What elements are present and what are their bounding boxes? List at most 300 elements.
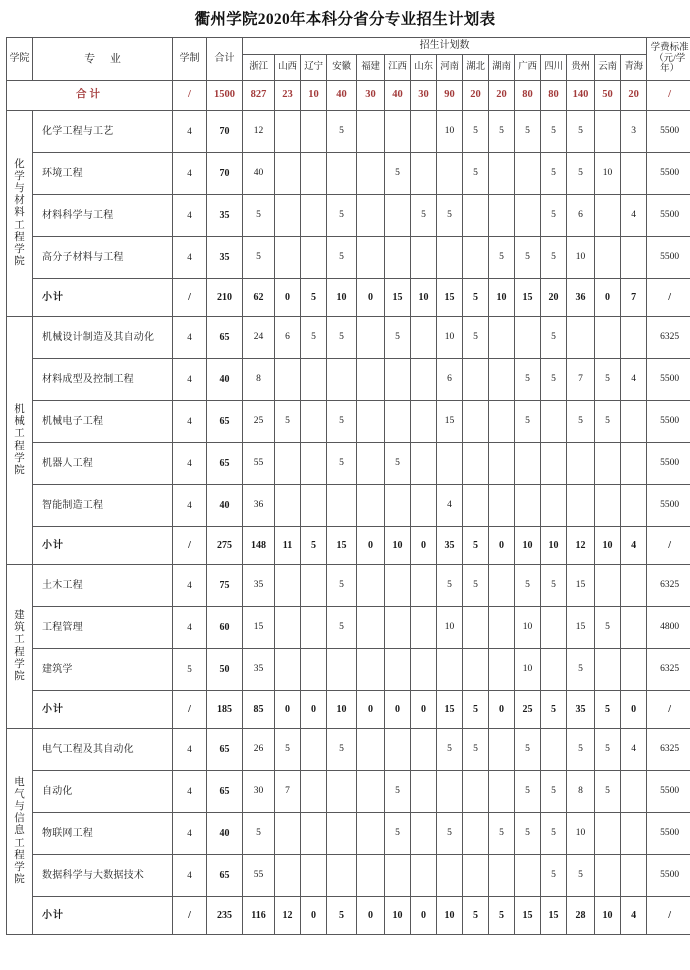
major-total: 70 xyxy=(207,111,243,153)
major-province-6 xyxy=(411,237,437,279)
major-province-12 xyxy=(567,443,595,485)
college-name-3: 电气与信息工程学院 xyxy=(7,729,33,935)
subtotal-province-5: 10 xyxy=(385,527,411,565)
subtotal-years: / xyxy=(173,527,207,565)
major-province-10: 10 xyxy=(515,607,541,649)
major-province-11: 5 xyxy=(541,153,567,195)
subtotal-fee: / xyxy=(647,279,690,317)
major-fee: 5500 xyxy=(647,771,690,813)
major-province-5: 5 xyxy=(385,317,411,359)
major-province-10 xyxy=(515,153,541,195)
major-province-7 xyxy=(437,855,463,897)
header-province-yunnan: 云南 xyxy=(595,55,621,81)
major-fee: 5500 xyxy=(647,359,690,401)
major-province-5: 5 xyxy=(385,813,411,855)
major-province-0: 5 xyxy=(243,813,275,855)
major-province-7: 6 xyxy=(437,359,463,401)
header-province-hubei: 湖北 xyxy=(463,55,489,81)
subtotal-province-13: 10 xyxy=(595,527,621,565)
table-row xyxy=(7,317,690,359)
major-province-14 xyxy=(621,855,647,897)
major-province-10 xyxy=(515,485,541,527)
major-province-10 xyxy=(515,195,541,237)
major-name: 材料成型及控制工程 xyxy=(33,359,173,401)
major-province-3 xyxy=(327,153,357,195)
subtotal-province-10: 25 xyxy=(515,691,541,729)
major-province-2 xyxy=(301,195,327,237)
grand-total-province-6: 30 xyxy=(411,81,437,111)
major-years: 4 xyxy=(173,813,207,855)
major-province-4 xyxy=(357,443,385,485)
major-province-12 xyxy=(567,485,595,527)
subtotal-province-2: 0 xyxy=(301,691,327,729)
major-province-5 xyxy=(385,729,411,771)
major-province-8: 5 xyxy=(463,317,489,359)
subtotal-province-11: 5 xyxy=(541,691,567,729)
major-province-3: 5 xyxy=(327,565,357,607)
major-province-9 xyxy=(489,771,515,813)
subtotal-province-13: 0 xyxy=(595,279,621,317)
major-province-4 xyxy=(357,485,385,527)
major-name: 机器人工程 xyxy=(33,443,173,485)
subtotal-province-3: 15 xyxy=(327,527,357,565)
major-province-3: 5 xyxy=(327,111,357,153)
major-name: 高分子材料与工程 xyxy=(33,237,173,279)
major-years: 4 xyxy=(173,153,207,195)
major-province-14 xyxy=(621,401,647,443)
major-province-11: 5 xyxy=(541,771,567,813)
subtotal-province-3: 10 xyxy=(327,279,357,317)
table-row xyxy=(7,813,690,855)
table-row xyxy=(7,485,690,527)
major-fee: 5500 xyxy=(647,195,690,237)
major-years: 4 xyxy=(173,359,207,401)
major-province-6: 5 xyxy=(411,195,437,237)
major-province-13 xyxy=(595,195,621,237)
major-province-6 xyxy=(411,813,437,855)
major-province-10 xyxy=(515,317,541,359)
major-province-1 xyxy=(275,649,301,691)
major-province-9 xyxy=(489,649,515,691)
major-province-6 xyxy=(411,111,437,153)
major-province-13: 10 xyxy=(595,153,621,195)
major-province-8: 5 xyxy=(463,565,489,607)
subtotal-province-14: 4 xyxy=(621,897,647,935)
major-province-2 xyxy=(301,359,327,401)
major-province-2: 5 xyxy=(301,317,327,359)
subtotal-total: 185 xyxy=(207,691,243,729)
major-province-8 xyxy=(463,607,489,649)
major-name: 机械设计制造及其自动化 xyxy=(33,317,173,359)
major-total: 65 xyxy=(207,855,243,897)
major-fee: 4800 xyxy=(647,607,690,649)
major-province-2 xyxy=(301,237,327,279)
table-row xyxy=(7,729,690,771)
table-row xyxy=(7,607,690,649)
major-name: 自动化 xyxy=(33,771,173,813)
grand-total-province-12: 140 xyxy=(567,81,595,111)
major-province-0: 12 xyxy=(243,111,275,153)
major-province-9 xyxy=(489,855,515,897)
major-province-12: 10 xyxy=(567,237,595,279)
major-province-4 xyxy=(357,195,385,237)
major-province-3: 5 xyxy=(327,195,357,237)
major-province-11: 5 xyxy=(541,565,567,607)
major-province-7: 15 xyxy=(437,401,463,443)
major-province-7: 10 xyxy=(437,607,463,649)
major-province-14 xyxy=(621,237,647,279)
major-province-0: 8 xyxy=(243,359,275,401)
major-province-4 xyxy=(357,813,385,855)
major-province-9: 5 xyxy=(489,111,515,153)
subtotal-province-7: 10 xyxy=(437,897,463,935)
major-province-14: 3 xyxy=(621,111,647,153)
major-name: 材料科学与工程 xyxy=(33,195,173,237)
header-province-fujian: 福建 xyxy=(357,55,385,81)
college-name-1: 机械工程学院 xyxy=(7,317,33,565)
subtotal-province-1: 0 xyxy=(275,279,301,317)
major-province-10: 5 xyxy=(515,729,541,771)
major-province-10: 5 xyxy=(515,565,541,607)
major-province-14 xyxy=(621,649,647,691)
major-province-7: 5 xyxy=(437,813,463,855)
major-province-4 xyxy=(357,565,385,607)
subtotal-province-10: 15 xyxy=(515,897,541,935)
major-province-10: 5 xyxy=(515,771,541,813)
major-province-10: 5 xyxy=(515,111,541,153)
major-province-12: 10 xyxy=(567,813,595,855)
grand-total-province-1: 23 xyxy=(275,81,301,111)
major-total: 60 xyxy=(207,607,243,649)
table-row xyxy=(7,359,690,401)
grand-total-province-4: 30 xyxy=(357,81,385,111)
major-province-9: 5 xyxy=(489,813,515,855)
table-row xyxy=(7,771,690,813)
major-province-8: 5 xyxy=(463,729,489,771)
major-province-6 xyxy=(411,855,437,897)
major-province-7: 10 xyxy=(437,111,463,153)
table-row xyxy=(7,855,690,897)
header-plan-group: 招生计划数 xyxy=(243,38,647,55)
major-province-5 xyxy=(385,855,411,897)
major-province-2 xyxy=(301,649,327,691)
major-province-4 xyxy=(357,649,385,691)
subtotal-province-11: 20 xyxy=(541,279,567,317)
major-province-8 xyxy=(463,401,489,443)
major-province-3: 5 xyxy=(327,317,357,359)
major-province-9 xyxy=(489,317,515,359)
grand-total-row xyxy=(7,81,690,111)
major-total: 35 xyxy=(207,195,243,237)
grand-total-province-7: 90 xyxy=(437,81,463,111)
header-province-anhui: 安徽 xyxy=(327,55,357,81)
major-province-1: 7 xyxy=(275,771,301,813)
major-fee: 5500 xyxy=(647,855,690,897)
subtotal-province-12: 35 xyxy=(567,691,595,729)
major-province-6 xyxy=(411,153,437,195)
major-province-5: 5 xyxy=(385,153,411,195)
major-province-2 xyxy=(301,855,327,897)
major-province-13 xyxy=(595,485,621,527)
major-province-7: 4 xyxy=(437,485,463,527)
subtotal-province-6: 0 xyxy=(411,897,437,935)
major-province-14: 4 xyxy=(621,195,647,237)
subtotal-province-11: 15 xyxy=(541,897,567,935)
subtotal-province-0: 85 xyxy=(243,691,275,729)
major-province-14: 4 xyxy=(621,729,647,771)
major-province-11: 5 xyxy=(541,359,567,401)
major-years: 4 xyxy=(173,771,207,813)
subtotal-province-4: 0 xyxy=(357,691,385,729)
major-province-3: 5 xyxy=(327,443,357,485)
major-years: 4 xyxy=(173,401,207,443)
subtotal-fee: / xyxy=(647,691,690,729)
major-total: 40 xyxy=(207,813,243,855)
major-province-2 xyxy=(301,443,327,485)
major-total: 50 xyxy=(207,649,243,691)
major-province-8 xyxy=(463,771,489,813)
major-province-4 xyxy=(357,771,385,813)
subtotal-province-5: 0 xyxy=(385,691,411,729)
page-title: 衢州学院2020年本科分省分专业招生计划表 xyxy=(194,11,496,28)
major-province-2 xyxy=(301,153,327,195)
major-fee: 5500 xyxy=(647,813,690,855)
grand-total-province-3: 40 xyxy=(327,81,357,111)
grand-total-years: / xyxy=(173,81,207,111)
major-name: 化学工程与工艺 xyxy=(33,111,173,153)
major-province-1 xyxy=(275,813,301,855)
major-province-3 xyxy=(327,359,357,401)
major-province-13: 5 xyxy=(595,771,621,813)
table-row xyxy=(7,153,690,195)
major-province-11 xyxy=(541,649,567,691)
major-province-5 xyxy=(385,359,411,401)
subtotal-province-8: 5 xyxy=(463,527,489,565)
major-name: 建筑学 xyxy=(33,649,173,691)
subtotal-province-6: 0 xyxy=(411,527,437,565)
major-province-12: 7 xyxy=(567,359,595,401)
major-province-0: 24 xyxy=(243,317,275,359)
major-province-7: 10 xyxy=(437,317,463,359)
major-province-3 xyxy=(327,771,357,813)
major-province-2 xyxy=(301,607,327,649)
major-province-9 xyxy=(489,359,515,401)
major-province-4 xyxy=(357,607,385,649)
major-province-4 xyxy=(357,153,385,195)
major-province-0: 5 xyxy=(243,195,275,237)
subtotal-province-4: 0 xyxy=(357,897,385,935)
major-province-12: 5 xyxy=(567,111,595,153)
major-province-13: 5 xyxy=(595,729,621,771)
major-province-9 xyxy=(489,153,515,195)
subtotal-province-1: 12 xyxy=(275,897,301,935)
major-province-5 xyxy=(385,485,411,527)
subtotal-province-8: 5 xyxy=(463,691,489,729)
subtotal-province-2: 5 xyxy=(301,527,327,565)
major-total: 65 xyxy=(207,729,243,771)
major-province-11: 5 xyxy=(541,813,567,855)
major-years: 4 xyxy=(173,565,207,607)
major-province-8 xyxy=(463,443,489,485)
major-fee: 5500 xyxy=(647,443,690,485)
grand-total-label: 合计 xyxy=(7,81,173,111)
major-province-1 xyxy=(275,195,301,237)
major-fee: 6325 xyxy=(647,729,690,771)
major-province-7: 5 xyxy=(437,195,463,237)
major-province-9 xyxy=(489,729,515,771)
major-province-14 xyxy=(621,771,647,813)
major-total: 75 xyxy=(207,565,243,607)
major-province-8 xyxy=(463,855,489,897)
header-province-qinghai: 青海 xyxy=(621,55,647,81)
subtotal-row xyxy=(7,279,690,317)
major-province-0: 15 xyxy=(243,607,275,649)
major-province-12: 5 xyxy=(567,649,595,691)
major-province-12: 5 xyxy=(567,729,595,771)
subtotal-province-6: 10 xyxy=(411,279,437,317)
major-total: 65 xyxy=(207,771,243,813)
major-total: 65 xyxy=(207,443,243,485)
major-province-5: 5 xyxy=(385,771,411,813)
major-province-1 xyxy=(275,111,301,153)
major-province-6 xyxy=(411,649,437,691)
major-years: 4 xyxy=(173,485,207,527)
table-body xyxy=(7,81,690,935)
grand-total-province-14: 20 xyxy=(621,81,647,111)
major-name: 机械电子工程 xyxy=(33,401,173,443)
major-province-3 xyxy=(327,855,357,897)
major-province-9 xyxy=(489,443,515,485)
major-province-11: 5 xyxy=(541,111,567,153)
major-province-9: 5 xyxy=(489,237,515,279)
major-province-11: 5 xyxy=(541,195,567,237)
header-province-jiangxi: 江西 xyxy=(385,55,411,81)
major-province-14 xyxy=(621,565,647,607)
grand-total-province-13: 50 xyxy=(595,81,621,111)
major-province-11 xyxy=(541,401,567,443)
table-row xyxy=(7,195,690,237)
major-province-4 xyxy=(357,237,385,279)
major-province-1: 5 xyxy=(275,401,301,443)
major-province-3: 5 xyxy=(327,607,357,649)
subtotal-province-6: 0 xyxy=(411,691,437,729)
major-province-6 xyxy=(411,317,437,359)
major-province-13 xyxy=(595,317,621,359)
major-province-0: 5 xyxy=(243,237,275,279)
subtotal-province-14: 4 xyxy=(621,527,647,565)
major-name: 智能制造工程 xyxy=(33,485,173,527)
major-province-7 xyxy=(437,649,463,691)
major-fee: 5500 xyxy=(647,401,690,443)
grand-total-sum: 1500 xyxy=(207,81,243,111)
major-total: 65 xyxy=(207,317,243,359)
major-province-13: 5 xyxy=(595,607,621,649)
major-province-13 xyxy=(595,111,621,153)
major-province-8: 5 xyxy=(463,153,489,195)
major-fee: 5500 xyxy=(647,237,690,279)
major-province-11: 5 xyxy=(541,237,567,279)
subtotal-province-7: 35 xyxy=(437,527,463,565)
major-province-12 xyxy=(567,317,595,359)
header-province-henan: 河南 xyxy=(437,55,463,81)
subtotal-row xyxy=(7,897,690,935)
major-province-8: 5 xyxy=(463,111,489,153)
major-province-3: 5 xyxy=(327,401,357,443)
major-province-4 xyxy=(357,111,385,153)
subtotal-province-1: 0 xyxy=(275,691,301,729)
major-province-3: 5 xyxy=(327,729,357,771)
subtotal-province-14: 0 xyxy=(621,691,647,729)
subtotal-province-4: 0 xyxy=(357,279,385,317)
subtotal-row xyxy=(7,527,690,565)
subtotal-total: 210 xyxy=(207,279,243,317)
major-province-12: 8 xyxy=(567,771,595,813)
major-total: 40 xyxy=(207,359,243,401)
major-name: 电气工程及其自动化 xyxy=(33,729,173,771)
subtotal-province-0: 62 xyxy=(243,279,275,317)
subtotal-label: 小计 xyxy=(33,527,173,565)
admission-plan-table xyxy=(6,37,690,935)
major-province-2 xyxy=(301,813,327,855)
grand-total-province-8: 20 xyxy=(463,81,489,111)
major-province-7 xyxy=(437,153,463,195)
table-row xyxy=(7,565,690,607)
major-province-11: 5 xyxy=(541,855,567,897)
grand-total-province-2: 10 xyxy=(301,81,327,111)
major-province-4 xyxy=(357,317,385,359)
major-name: 数据科学与大数据技术 xyxy=(33,855,173,897)
subtotal-province-3: 10 xyxy=(327,691,357,729)
major-province-5 xyxy=(385,565,411,607)
major-province-10: 5 xyxy=(515,401,541,443)
major-province-7 xyxy=(437,237,463,279)
major-province-1 xyxy=(275,607,301,649)
major-province-8 xyxy=(463,195,489,237)
subtotal-label: 小计 xyxy=(33,897,173,935)
college-name-2: 建筑工程学院 xyxy=(7,565,33,729)
major-province-6 xyxy=(411,607,437,649)
subtotal-years: / xyxy=(173,279,207,317)
subtotal-province-2: 0 xyxy=(301,897,327,935)
major-province-0: 30 xyxy=(243,771,275,813)
major-province-14 xyxy=(621,317,647,359)
major-province-8 xyxy=(463,485,489,527)
major-province-10: 5 xyxy=(515,237,541,279)
major-province-3 xyxy=(327,813,357,855)
header-province-liaoning: 辽宁 xyxy=(301,55,327,81)
major-province-6 xyxy=(411,729,437,771)
major-province-8 xyxy=(463,649,489,691)
major-province-13 xyxy=(595,237,621,279)
major-province-12: 6 xyxy=(567,195,595,237)
major-province-1 xyxy=(275,359,301,401)
major-province-12: 15 xyxy=(567,565,595,607)
subtotal-province-0: 148 xyxy=(243,527,275,565)
subtotal-province-14: 7 xyxy=(621,279,647,317)
subtotal-years: / xyxy=(173,897,207,935)
subtotal-province-4: 0 xyxy=(357,527,385,565)
subtotal-fee: / xyxy=(647,897,690,935)
subtotal-years: / xyxy=(173,691,207,729)
major-province-13 xyxy=(595,855,621,897)
grand-total-province-5: 40 xyxy=(385,81,411,111)
major-province-2 xyxy=(301,485,327,527)
subtotal-province-9: 0 xyxy=(489,527,515,565)
subtotal-province-9: 10 xyxy=(489,279,515,317)
major-fee: 5500 xyxy=(647,153,690,195)
grand-total-fee: / xyxy=(647,81,690,111)
table-row xyxy=(7,649,690,691)
